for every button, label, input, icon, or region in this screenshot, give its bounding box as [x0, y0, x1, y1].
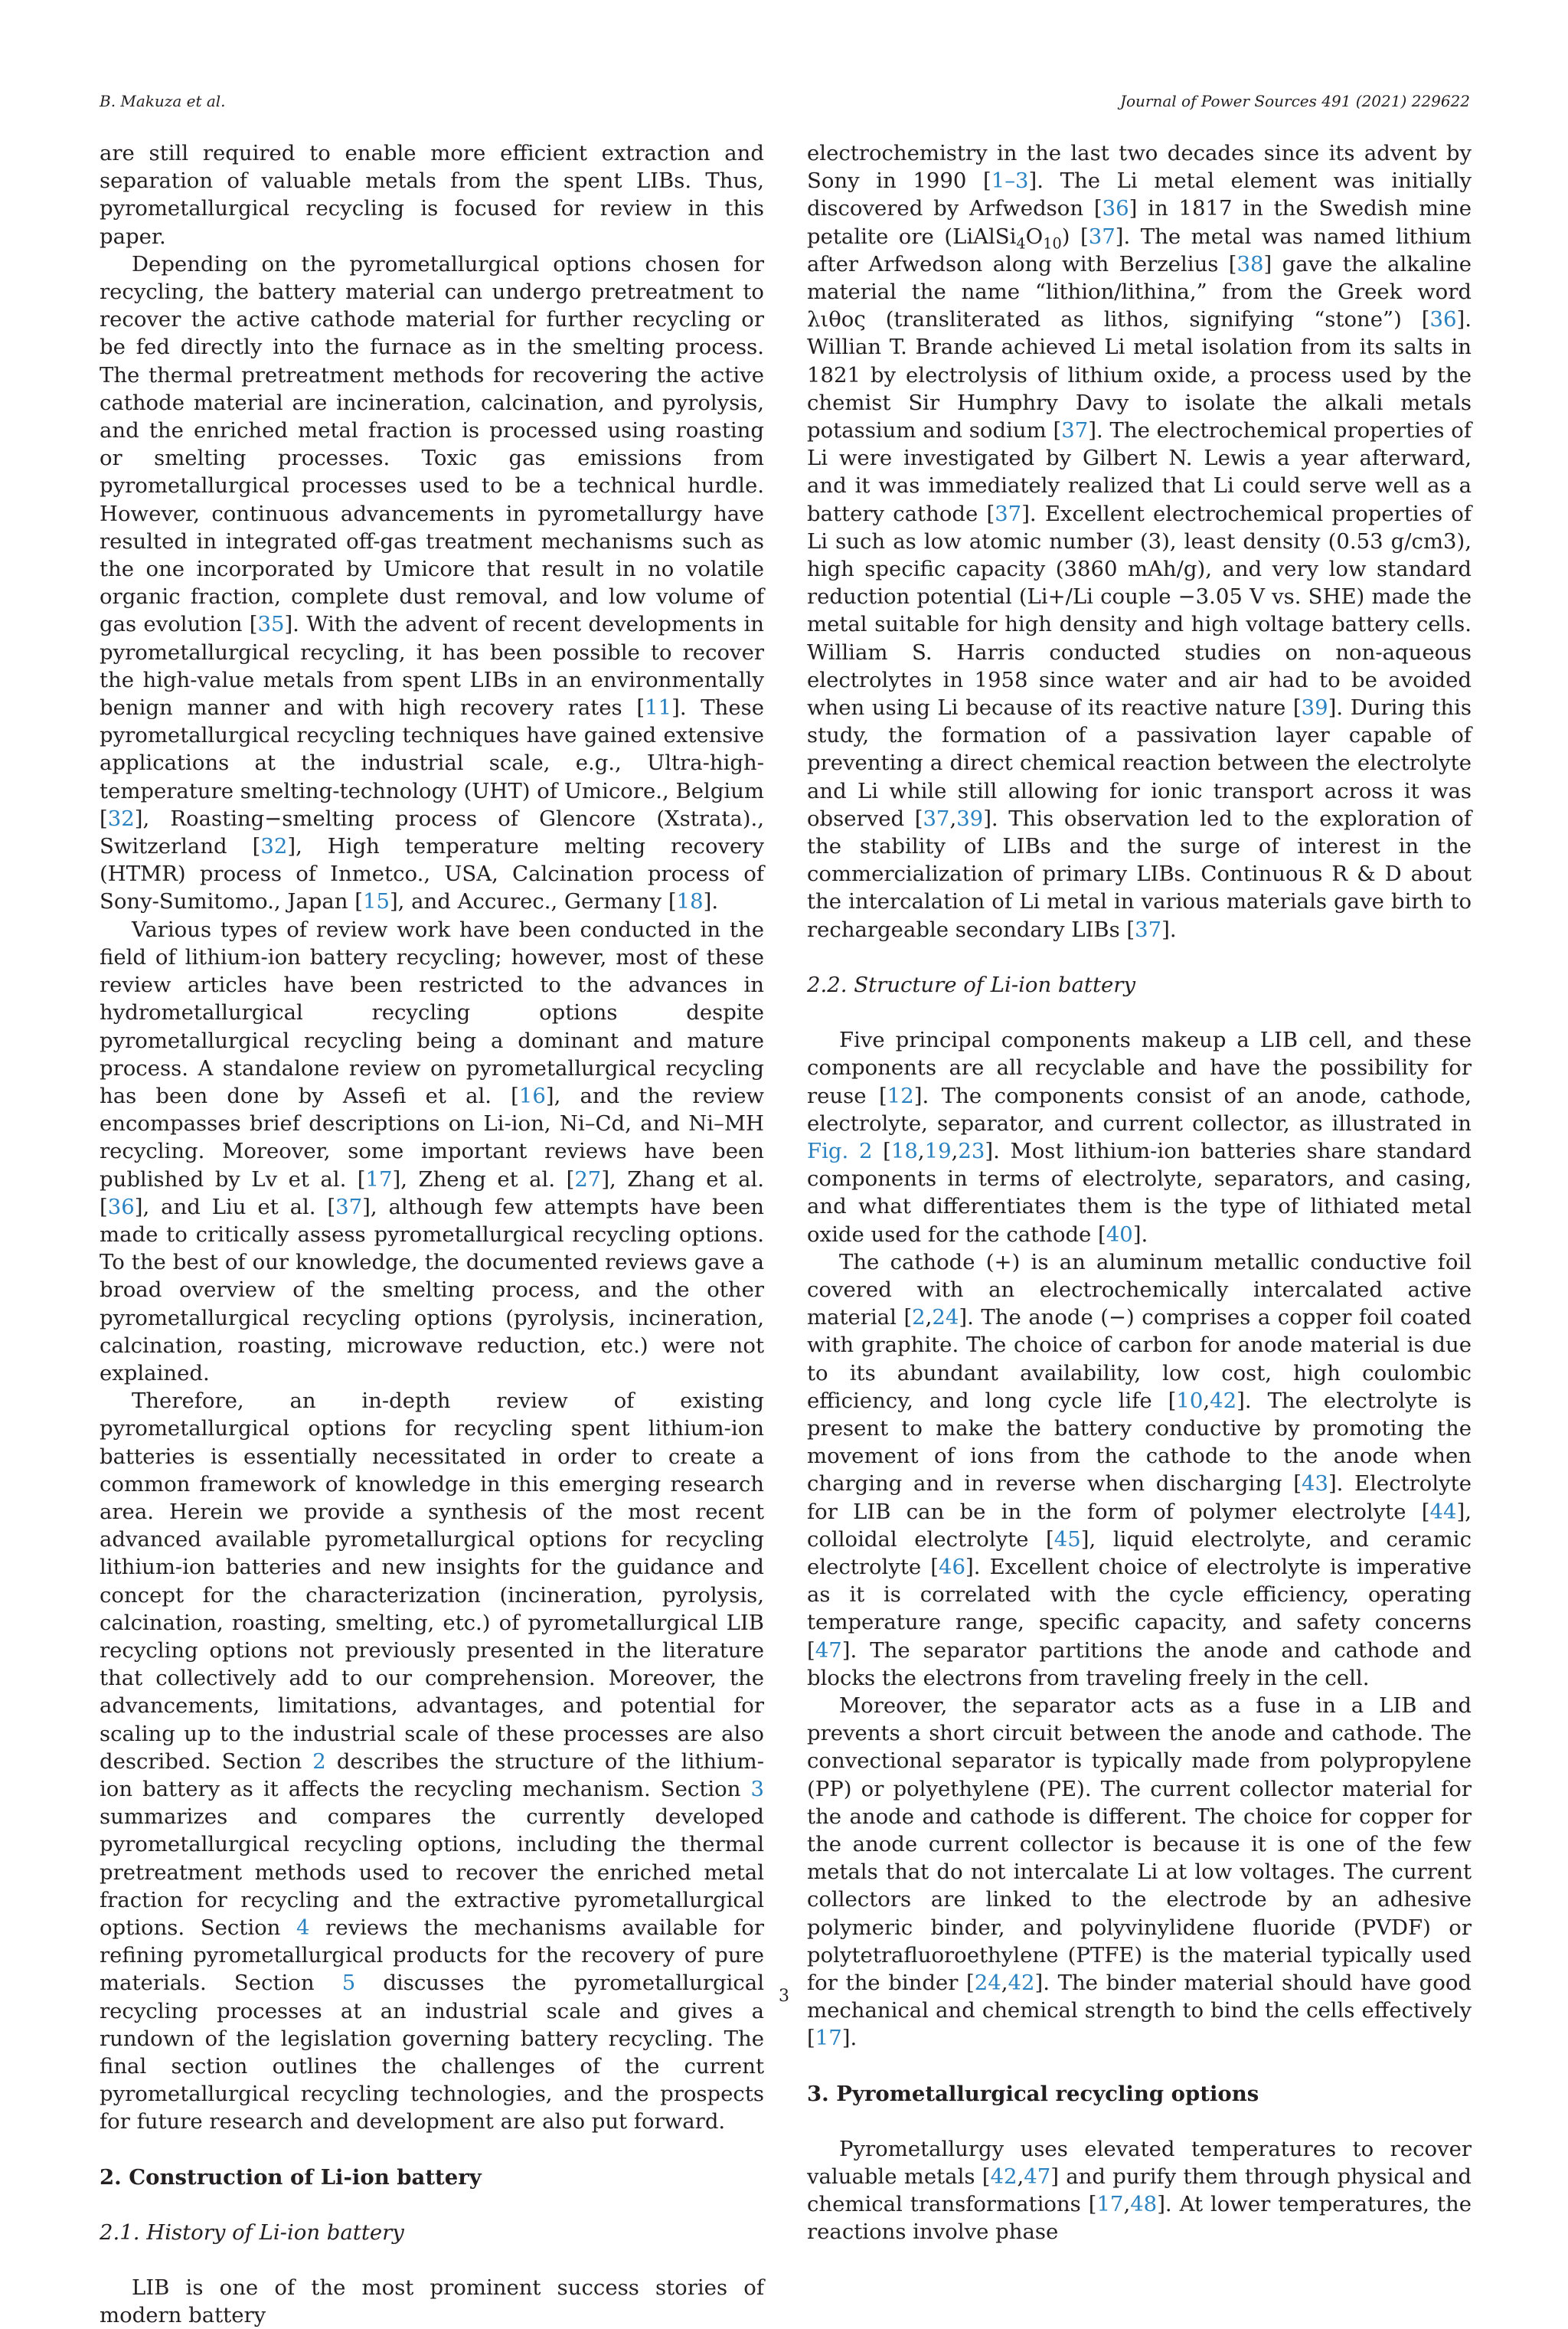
paragraph: Pyrometallurgy uses elevated temperatures to recover valuable metals [42,47] and purify them through physical and chemical transformations [17,48]. At lower temperatures, the reactions involve phase — [807, 2136, 1472, 2245]
citation-link[interactable]: 39 — [956, 806, 984, 831]
running-header-journal: Journal of Power Sources 491 (2021) 229622 — [1119, 92, 1470, 110]
citation-link[interactable]: 47 — [815, 1637, 842, 1663]
running-header-authors: B. Makuza et al. — [100, 92, 226, 110]
citation-link[interactable]: 24 — [932, 1305, 959, 1330]
paragraph: Moreover, the separator acts as a fuse in a LIB and prevents a short circuit between the anode and cathode. The convectional separator is typically made from polypropylene (PP) or polyethylene (PE). The current collector material for the anode and cathode is different. The choice for copper for the anode current collector is because it is one of the few metals that do not intercalate Li at low voltages. The current collectors are linked to the electrode by an adhesive polymeric binder, and polyvinylidene fluoride (PVDF) or polytetrafluoroethylene (PTFE) is the material typically used for the binder [24,42]. The binder material should have good mechanical and chemical strength to bind the cells effectively [17]. — [807, 1693, 1472, 2051]
citation-link[interactable]: 37 — [995, 501, 1022, 526]
citation-link[interactable]: 37 — [335, 1194, 363, 1219]
citation-link[interactable]: 12 — [887, 1083, 914, 1108]
citation-link[interactable]: 43 — [1301, 1471, 1328, 1497]
subscript: 10 — [1043, 234, 1062, 253]
citation-link[interactable]: 16 — [518, 1083, 546, 1108]
citation-link[interactable]: 46 — [939, 1554, 966, 1579]
citation-link[interactable]: 11 — [645, 695, 672, 721]
paragraph: are still required to enable more efficient extraction and separation of valuable metals from the spent LIBs. Thus, pyrometallurgical recycling is focused for review in this paper. — [100, 141, 764, 249]
citation-link[interactable]: 42 — [1008, 1971, 1035, 1995]
citation-link[interactable]: 38 — [1236, 251, 1264, 276]
citation-link[interactable]: 39 — [1301, 695, 1328, 721]
citation-link[interactable]: 15 — [362, 889, 390, 914]
paragraph: Five principal components makeup a LIB cell, and these components are all recyclable and have the possibility for reuse [12]. The components consist of an anode, cathode, electrolyte, separator, and current collector, as illustrated in Fig. 2 [18,19,23]. Most lithium-ion batteries share standard components in terms of electrolyte, separators, and casing, and what differentiates them is the type of lithiated metal oxide used for the cathode [40]. — [807, 1028, 1472, 1247]
section-heading: 2. Construction of Li-ion battery — [100, 2164, 482, 2190]
paragraph: electrochemistry in the last two decades since its advent by Sony in 1990 [1–3]. The Li metal element was initially discovered by Arfwedson [36] in 1817 in the Swedish mine petalite ore $(LiAlSi_4O_{10})$ [37]. The metal was named lithium after Arfwedson along with Berzelius [38] gave the alkaline material the name “lithion/lithina,” from the Greek word λιθος (transliterated as lithos, signifying “stone”) [36]. Willian T. Brande achieved Li metal isolation from its salts in 1821 by electrolysis of lithium oxide, a process used by the chemist Sir Humphry Davy to isolate the alkali metals potassium and sodium [37]. The electrochemical properties of Li were investigated by Gilbert N. Lewis a year afterward, and it was immediately realized that Li could serve well as a battery cathode [37]. Excellent electrochemical properties of Li such as low atomic number (3), least density (0.53 g/cm3), high specific capacity (3860 mAh/g), and very low standard reduction potential (Li+/Li couple −3.05 V vs. SHE) made the metal suitable for high density and high voltage battery cells. William S. Harris conducted studies on non-aqueous electrolytes in 1958 since water and air had to be avoided when using Li because of its reactive nature [39]. During this study, the formation of a passivation layer capable of preventing a direct chemical reaction between the electrolyte and Li while still allowing for ionic transport across it was observed [37,39]. This observation led to the exploration of the stability of LIBs and the surge of interest in the commercialization of primary LIBs. Continuous R & D about the intercalation of Li metal in various materials gave birth to rechargeable secondary LIBs [37]. — [807, 141, 1472, 942]
right-column — [807, 139, 1472, 2246]
citation-link[interactable]: 37 — [1061, 418, 1089, 443]
subsection-heading: 2.1. History of Li-ion battery — [100, 2219, 404, 2245]
citation-link[interactable]: 42 — [990, 2164, 1018, 2190]
citation-link[interactable]: 1–3 — [991, 168, 1029, 194]
citation-link[interactable]: 45 — [1054, 1526, 1081, 1552]
citation-link[interactable]: 10 — [1176, 1388, 1204, 1413]
citation-link[interactable]: 36 — [107, 1194, 135, 1219]
citation-link[interactable]: 17 — [1096, 2192, 1124, 2217]
page-number: 3 — [779, 1987, 789, 2006]
citation-link[interactable]: 36 — [1102, 196, 1129, 221]
citation-link[interactable]: 44 — [1429, 1499, 1457, 1524]
citation-link[interactable]: 35 — [257, 612, 285, 637]
citation-link[interactable]: 2 — [912, 1305, 926, 1330]
citation-link[interactable]: 18 — [676, 889, 704, 914]
citation-link[interactable]: 48 — [1130, 2192, 1158, 2217]
citation-link[interactable]: 40 — [1106, 1222, 1133, 1247]
subsection-heading: 2.2. Structure of Li-ion battery — [807, 972, 1135, 997]
citation-link[interactable]: 36 — [1429, 307, 1457, 332]
citation-link[interactable]: 47 — [1024, 2164, 1051, 2190]
section-heading: 3. Pyrometallurgical recycling options — [807, 2081, 1259, 2106]
citation-link[interactable]: 32 — [107, 806, 135, 831]
citation-link[interactable]: 4 — [296, 1915, 310, 1940]
subscript: 4 — [1016, 234, 1026, 253]
citation-link[interactable]: 17 — [815, 2026, 842, 2051]
citation-link[interactable]: 32 — [260, 834, 288, 859]
citation-link[interactable]: 2 — [312, 1748, 326, 1774]
paragraph: Therefore, an in-depth review of existing pyrometallurgical options for recycling spent lithium-ion batteries is essentially necessitated in order to create a common framework of knowledge in this emerging research area. Herein we provide a synthesis of the most recent advanced available pyrometallurgical options for recycling lithium-ion batteries and new insights for the guidance and concept for the characterization (incineration, pyrolysis, calcination, roasting, smelting, etc.) of pyrometallurgical LIB recycling options not previously presented in the literature that collectively add to our comprehension. Moreover, the advancements, limitations, advantages, and potential for scaling up to the industrial scale of these processes are also described. Section 2 describes the structure of the lithium-ion battery as it affects the recycling mechanism. Section 3 summarizes and compares the currently developed pyrometallurgical recycling options, including the thermal pretreatment methods used to recover the enriched metal fraction for recycling and the extractive pyrometallurgical options. Section 4 reviews the mechanisms available for refining pyrometallurgical products for the recovery of pure materials. Section 5 discusses the pyrometallurgical recycling processes at an industrial scale and gives a rundown of the legislation governing battery recycling. The final section outlines the challenges of the current pyrometallurgical recycling technologies, and the prospects for future research and development are also put forward. — [100, 1389, 764, 2134]
citation-link[interactable]: 17 — [365, 1166, 393, 1192]
citation-link[interactable]: 42 — [1210, 1388, 1237, 1413]
citation-link[interactable]: 27 — [574, 1166, 602, 1192]
paragraph: LIB is one of the most prominent success stories of modern battery — [100, 2275, 764, 2328]
citation-link[interactable]: 37 — [923, 806, 950, 831]
citation-link[interactable]: 37 — [1088, 224, 1116, 249]
paragraph: The cathode (+) is an aluminum metallic conductive foil covered with an electrochemically intercalated active material [2,24]. The anode (−) comprises a copper foil coated with graphite. The choice of carbon for anode material is due to its abundant availability, low cost, high coulombic efficiency, and long cycle life [10,42]. The electrolyte is present to make the battery conductive by promoting the movement of ions from the cathode to the anode when charging and in reverse when discharging [43]. Electrolyte for LIB can be in the form of polymer electrolyte [44], colloidal electrolyte [45], liquid electrolyte, and ceramic electrolyte [46]. Excellent choice of electrolyte is imperative as it is correlated with the cycle efficiency, operating temperature range, specific capacity, and safety concerns [47]. The separator partitions the anode and cathode and blocks the electrons from traveling freely in the cell. — [807, 1249, 1472, 1690]
citation-link[interactable]: 3 — [750, 1776, 764, 1801]
citation-link[interactable]: 23 — [958, 1138, 985, 1163]
citation-link[interactable]: 24 — [974, 1971, 1001, 1995]
paragraph: Depending on the pyrometallurgical options chosen for recycling, the battery material can undergo pretreatment to recover the active cathode material for further recycling or be fed directly into the furnace as in the smelting process. The thermal pretreatment methods for recovering the active cathode material are incineration, calcination, and pyrolysis, and the enriched metal fraction is processed using roasting or smelting processes. Toxic gas emissions from pyrometallurgical processes used to be a technical hurdle. However, continuous advancements in pyrometallurgy have resulted in integrated off-gas treatment mechanisms such as the one incorporated by Umicore that result in no volatile organic fraction, complete dust removal, and low volume of gas evolution [35]. With the advent of recent developments in pyrometallurgical recycling, it has been possible to recover the high-value metals from spent LIBs in an environmentally benign manner and with high recovery rates [11]. These pyrometallurgical recycling techniques have gained extensive applications at the industrial scale, e.g., Ultra-high-temperature smelting-technology (UHT) of Umicore., Belgium [32], Roasting−smelting process of Glencore (Xstrata)., Switzerland [32], High temperature melting recovery (HTMR) process of Inmetco., USA, Calcination process of Sony-Sumitomo., Japan [15], and Accurec., Germany [18]. — [100, 251, 765, 914]
citation-link[interactable]: 18 — [890, 1138, 918, 1163]
paragraph: Various types of review work have been conducted in the field of lithium-ion battery recycling; however, most of these review articles have been restricted to the advances in hydrometallurgical recycling options despite pyrometallurgical recycling being a dominant and mature process. A standalone review on pyrometallurgical recycling has been done by Assefi et al. [16], and the review encompasses brief descriptions on Li-ion, Ni–Cd, and Ni–MH recycling. Moreover, some important reviews have been published by Lv et al. [17], Zheng et al. [27], Zhang et al. [36], and Liu et al. [37], although few attempts have been made to critically assess pyrometallurgical recycling options. To the best of our knowledge, the documented reviews gave a broad overview of the smelting process, and the other pyrometallurgical recycling options (pyrolysis, incineration, calcination, roasting, microwave reduction, etc.) were not explained. — [100, 917, 765, 1385]
citation-link[interactable]: Fig. 2 — [807, 1138, 873, 1163]
citation-link[interactable]: 37 — [1135, 917, 1162, 942]
citation-link[interactable]: 19 — [924, 1138, 952, 1163]
citation-link[interactable]: 5 — [341, 1971, 356, 1996]
